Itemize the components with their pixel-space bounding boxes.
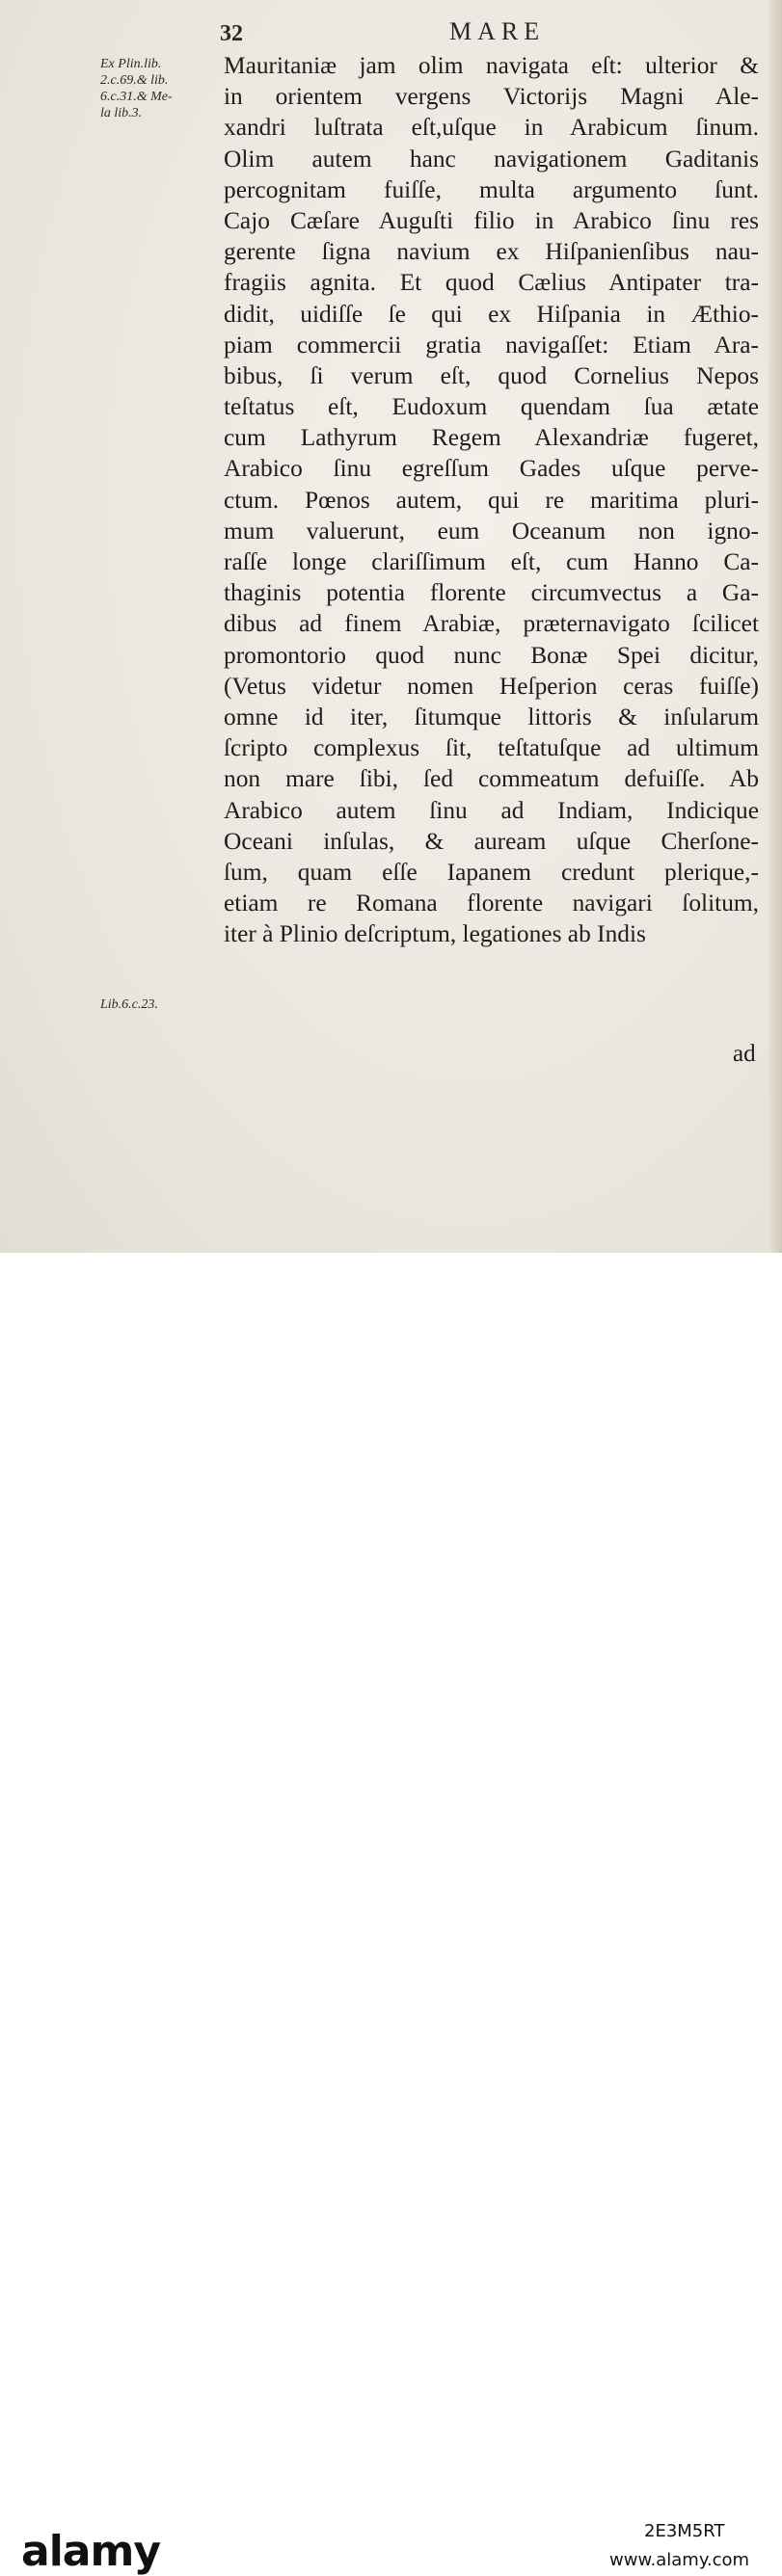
text-line: promontorio quod nunc Bonæ Spei dicitur, <box>224 641 759 669</box>
catchword: ad <box>733 1041 756 1067</box>
page-edge <box>769 0 782 1253</box>
site-url: www.alamy.com <box>609 2550 750 2570</box>
text-line: ſum, quam eſſe Iapanem credunt plerique,- <box>224 858 759 886</box>
text-line: Oceani inſulas, & auream uſque Cherſone- <box>224 827 759 855</box>
text-line: cum Lathyrum Regem Alexandriæ fugeret, <box>224 424 759 452</box>
text-line: Mauritaniæ jam olim navigata eſt: ulterior & <box>224 52 759 79</box>
text-line: raſſe longe clariſſimum eſt, cum Hanno Ca- <box>224 548 759 575</box>
text-line: etiam re Romana florente navigari ſolitum, <box>224 890 759 917</box>
image-id: 2E3M5RT <box>644 2521 725 2541</box>
text-line: Arabico ſinu egreſſum Gades uſque perve- <box>224 455 759 483</box>
text-line: bibus, ſi verum eſt, quod Cornelius Nepos <box>224 361 759 389</box>
text-line: percognitam fuiſſe, multa argumento ſunt. <box>224 175 759 203</box>
text-line: ctum. Pœnos autem, qui re maritima pluri- <box>224 486 759 514</box>
text-line: teſtatus eſt, Eudoxum quendam ſua ætate <box>224 393 759 421</box>
page-number: 32 <box>220 21 243 46</box>
text-line: piam commercii gratia navigaſſet: Etiam Ara- <box>224 331 759 359</box>
text-line: (Vetus videtur nomen Heſperion ceras fuiſſe) <box>224 672 759 700</box>
running-title: MARE <box>449 17 546 45</box>
margin-note-lib6 <box>100 996 226 1013</box>
body-text <box>224 50 759 949</box>
text-line: fragiis agnita. Et quod Cælius Antipater tra- <box>224 269 759 297</box>
text-line: omne id iter, ſitumque littoris & inſularum <box>224 703 759 730</box>
margin-note-line: 2.c.69.& lib. <box>100 73 169 88</box>
text-line: xandri luſtrata eſt,uſque in Arabicum ſinum. <box>224 114 759 142</box>
text-line: Cajo Cæſare Auguſti filio in Arabico ſinu res <box>224 206 759 234</box>
text-line: non mare ſibi, ſed commeatum defuiſſe. Ab <box>224 765 759 793</box>
text-line: iter à Plinio deſcriptum, legationes ab Indis <box>224 920 646 948</box>
text-line: gerente ſigna navium ex Hiſpanienſibus nau- <box>224 238 759 266</box>
stock-logo: alamy <box>21 2527 160 2576</box>
book-page <box>0 0 782 1253</box>
text-line: Arabico autem ſinu ad Indiam, Indicique <box>224 796 759 824</box>
margin-note-line: 6.c.31.& Me- <box>100 90 173 104</box>
margin-note-line: Ex Plin.lib. <box>100 57 162 71</box>
text-line: thaginis potentia florente circumvectus a Ga- <box>224 579 759 607</box>
text-line: Olim autem hanc navigationem Gaditanis <box>224 145 759 173</box>
margin-note-line: la lib.3. <box>100 106 143 120</box>
text-line: didit, uidiſſe ſe qui ex Hiſpania in Æthio- <box>224 300 759 328</box>
text-line: in orientem vergens Victorijs Magni Ale- <box>224 83 759 111</box>
text-line: dibus ad finem Arabiæ, præternavigato ſcilicet <box>224 610 759 638</box>
text-line: mum valuerunt, eum Oceanum non igno- <box>224 517 759 544</box>
margin-note-pliny <box>100 56 226 121</box>
text-line: ſcripto complexus ſit, teſtatuſque ad ultimum <box>224 734 759 762</box>
stock-footer <box>0 1253 782 2576</box>
margin-note-line: Lib.6.c.23. <box>100 997 158 1012</box>
